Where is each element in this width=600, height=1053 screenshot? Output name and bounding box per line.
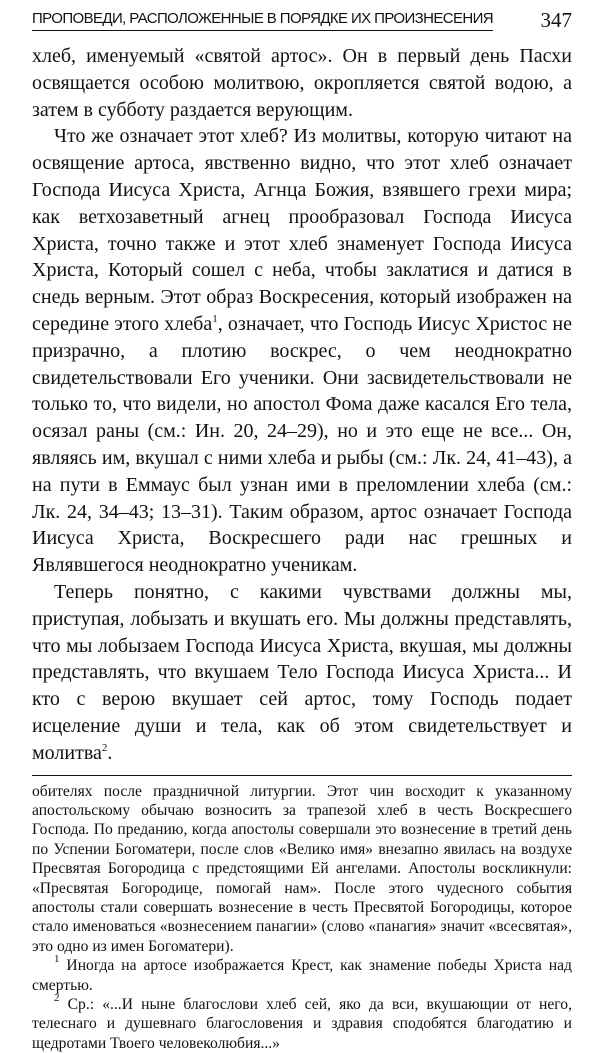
page-number: 347: [540, 8, 572, 32]
footnote-ref-2[interactable]: 2: [101, 741, 108, 754]
paragraph-3-part-a: Теперь понятно, с какими чувствами должны мы, приступая, лобызать и вкушать его. Мы должны представлять, что мы лобызаем Господа Иисуса Христа, вкушая, мы должны представлять, что вкушаем Тело Господа Иисуса Христа... И кто с верою вкушает сей артос, тому Господь подает исцеление души и тела, как об этом свидетельствует и молитва: [32, 580, 572, 764]
footnote-continued: обителях после праздничной литургии. Этот чин восходит к указанному апостольскому обычаю возносить за трапезой хлеб в честь Воскресшего Господа. По преданию, когда апостолы совершали это вознесение в третий день по Успении Богоматери, после слов «Велико имя» внезапно явилась на воздухе Пресвятая Богородица с предстоящими Ей ангелами. Апостолы воскликнули: «Пресвятая Богородице, помогай нам». После этого чудесного события апостолы стали совершать вознесение в честь Пресвятой Богородицы, которое стало именоваться «вознесением панагии» (слово «панагия» значит «всесвятая», это одно из имен Богоматери).: [32, 782, 572, 955]
footnote-2-text: Ср.: «...И ныне благослови хлеб сей, яко да вси, вкушающии от него, телеснаго и душевнаго благословения и здравия сподобятся благодатию и щедротами Твоего человеколюбия...»: [32, 995, 572, 1052]
footnote-divider: [32, 775, 572, 776]
paragraph-2-part-a: Что же означает этот хлеб? Из молитвы, которую читают на освящение артоса, явственно видно, что этот хлеб означает Господа Иисуса Христа, Агнца Божия, взявшего грехи мира; как ветхозаветный агнец прообразовал Господа Иисуса Христа, точно также и этот хлеб знаменует Господа Иисуса Христа, Который сошел с неба, чтобы заклатися и датися в снедь верным. Этот образ Воскресения, который изображен на середине этого хлеба: [32, 125, 572, 335]
footnote-1-text: Иногда на артосе изображается Крест, как знамение победы Христа над смертью.: [32, 957, 572, 994]
paragraph-3-part-b: .: [107, 741, 113, 764]
footnote-ref-1[interactable]: 1: [212, 312, 218, 325]
footnote-1-marker: 1: [54, 953, 60, 966]
page-header: [32, 10, 572, 31]
footnote-2-marker: 2: [54, 991, 60, 1004]
paragraph-2: [32, 123, 572, 579]
paragraph-2-part-b: , означает, что Господь Иисус Христос не призрачно, а плотию воскрес, о чем неоднократно свидетельствовали Его ученики. Они засвидетельствовали не только то, что видели, но апостол Фома даже касался Его тела, осязал раны (см.: Ин. 20, 24–29), но и это еще не все... Он, являясь им, вкушал с ними хлеба и рыбы (см.: Лк. 24, 41–43), а на пути в Еммаус был узнан ими в преломлении хлеба (см.: Лк. 24, 34–43; 13–31). Таким образом, артос означает Господа Иисуса Христа, Воскресшего ради нас грешных и Являвшегося неоднократно ученикам.: [32, 312, 572, 577]
footnote-1: [32, 953, 572, 995]
running-head: ПРОПОВЕДИ, РАСПОЛОЖЕННЫЕ В ПОРЯДКЕ ИХ ПРОИЗНЕСЕНИЯ: [32, 10, 493, 31]
footnote-2: [32, 991, 572, 1053]
footnotes: [32, 782, 572, 1053]
paragraph-1: хлеб, именуемый «святой артос». Он в первый день Пасхи освящается особою молитвою, окропляется святой водою, а затем в субботу раздается верующим.: [32, 45, 572, 121]
main-text: [32, 43, 572, 767]
paragraph-3: [32, 579, 572, 767]
